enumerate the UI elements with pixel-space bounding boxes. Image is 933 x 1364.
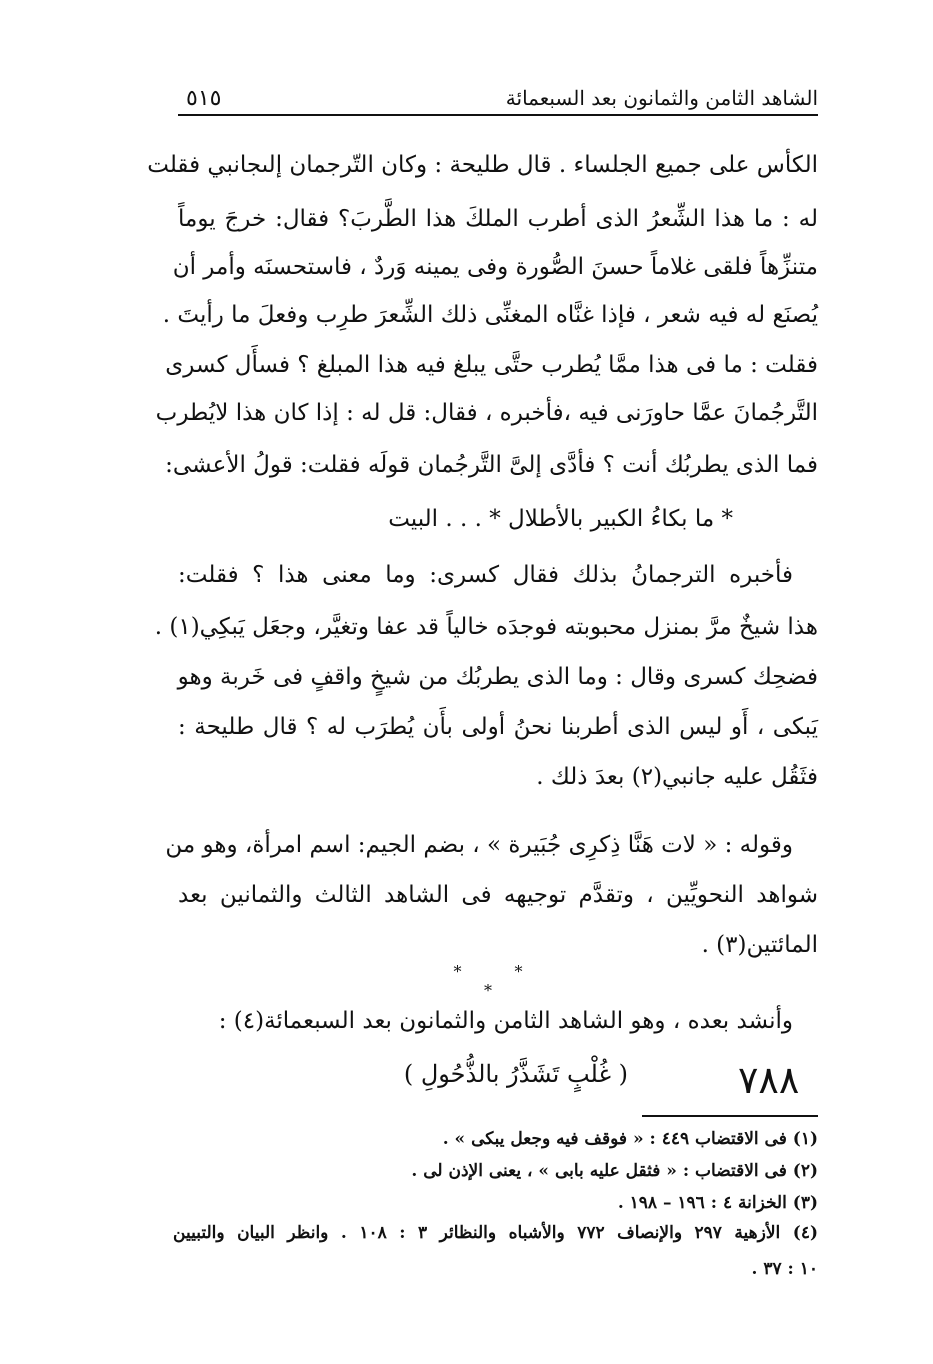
running-title: الشاهد الثامن والثمانون بعد السبعمائة	[505, 86, 818, 110]
body-line: له : ما هذا الشِّعرُ الذى أطرب الملكَ هذا الطَّربَ؟ فقال: خرجَ يوماً	[178, 206, 818, 232]
body-line: الكأس على جميع الجلساء . قال طليحة : وكان التّرجمان إلىجانبي فقلت	[147, 152, 818, 178]
quoted-verse: * ما بكاءُ الكبير بالأطلال * . . . البيت	[388, 506, 733, 532]
body-line: فقلت : ما فى هذا ممَّا يُطرب حتَّى يبلغ فيه هذا المبلغ ؟ فسأَل كسرى	[165, 352, 818, 378]
body-line: فثَقُل عليه جانبي(٢) بعدَ ذلك .	[536, 764, 818, 790]
footnote-rule	[642, 1115, 818, 1117]
body-line: فما الذى يطربُك أنت ؟ فأدَّى إلىَّ التَّرجُمان قولَه فقلت: قولُ الأعشى:	[165, 452, 818, 478]
body-line: هذا شيخٌ مرَّ بمنزل محبوبته فوجدَه خالياً قد عفا وتغيَّر، وجعَل يَبكِي(١) .	[154, 614, 818, 640]
body-line: متنزِّهاً فلقى غلاماً حسنَ الصُّورة وفى يمينه وَردٌ ، فاستحسنَه وأمر أن	[172, 254, 818, 280]
page-header	[178, 84, 818, 116]
body-line: التَّرجُمانَ عمَّا حاورَنى فيه ،فأخبره ، فقال: قل له : إذا كان هذا لايُطرب	[155, 400, 818, 426]
witness-number: ٧٨٨	[738, 1058, 800, 1102]
body-line: يَبكى ، أَو ليس الذى أطربنا نحنُ أولى بأَن يُطرَب له ؟ قال طليحة :	[178, 714, 818, 740]
body-line: المائتين(٣) .	[701, 932, 818, 958]
witness-verse: ( غُلْبٍ تَشَذَّرُ بالذُّحُولِ )	[403, 1060, 628, 1088]
body-line: شواهد النحويِّين ، وتقدَّم توجيهه فى الشاهد الثالث والثمانين بعد	[178, 882, 818, 908]
section-separator: * * *	[453, 962, 547, 1000]
body-line: يُصنَع له فيه شعر ، فإذا غنَّاه المغنِّى ذلك الشِّعرَ طرِب وفعلَ ما رأيتَ .	[162, 302, 818, 328]
body-line: وقوله : « لات هَنَّا ذِكرِى جُبَيرة » ، بضم الجيم: اسم امرأة، وهو من	[165, 832, 793, 858]
body-line: فضحِك كسرى وقال : وما الذى يطربُك من شيخٍ واقفٍ فى خَربة وهو	[177, 664, 818, 690]
footnote: (٢) فى الاقتضاب : « فثقل عليه بابى » ، يعنى الإذن لى .	[411, 1161, 818, 1181]
footnote: ١٠ : ٣٧ .	[751, 1259, 818, 1279]
body-line: فأخبره الترجمانُ بذلك فقال كسرى: وما معنى هذا ؟ فقلت:	[178, 562, 793, 588]
footnote: (٣) الخزانة ٤ : ١٩٦ – ١٩٨ .	[617, 1193, 818, 1213]
recitation-line: وأنشد بعده ، وهو الشاهد الثامن والثمانون بعد السبعمائة(٤) :	[218, 1008, 793, 1034]
footnote: (١) فى الاقتضاب ٤٤٩ : « فوقف فيه وجعل يبكى » .	[442, 1129, 818, 1149]
footnote: (٤) الأزهية ٢٩٧ والإنصاف ٧٧٢ والأشباه والنظائر ٣ : ١٠٨ . وانظر البيان والتبيين	[173, 1223, 819, 1243]
page-number: ٥١٥	[186, 86, 222, 111]
